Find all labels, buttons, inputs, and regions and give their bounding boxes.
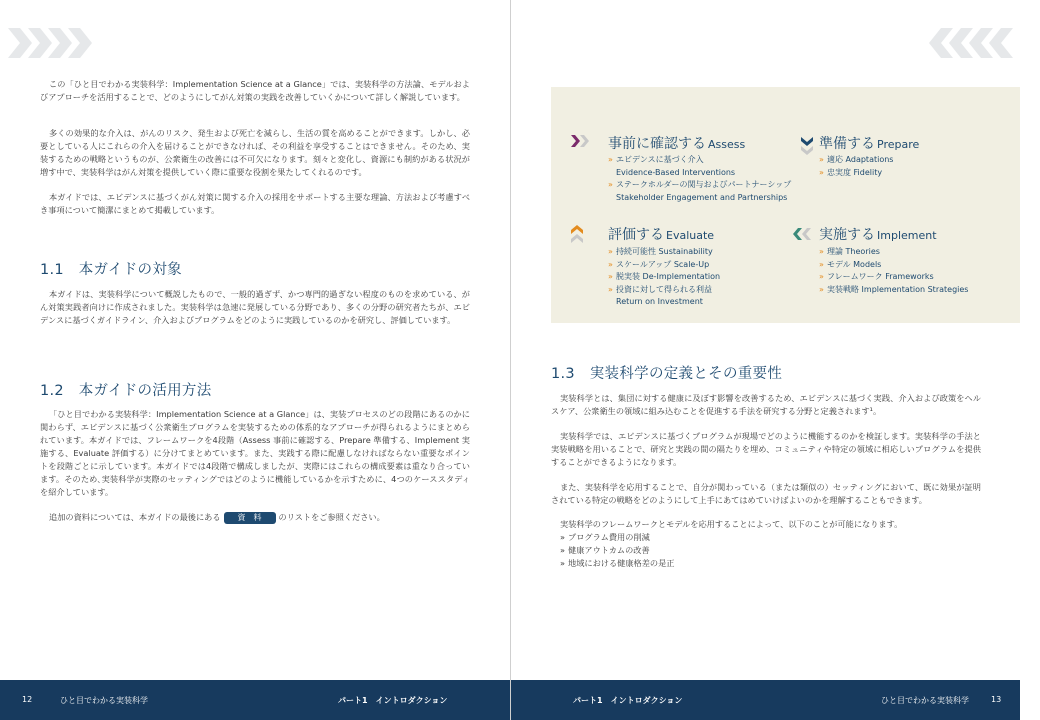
section-1-3-paragraph-3: また、実装科学を応用することで、自分が関わっている（または類似の）セッティングにおいて、既に効果が証明されている特定の戦略をどのようにして上手にあてはめていけばよいのかを理解することもできます。 — [551, 482, 981, 505]
evaluate-title-en: Evaluate — [666, 229, 715, 242]
resources-note-after: のリストをご参照ください。 — [278, 512, 385, 522]
assess-item: Evidence-Based Interventions — [616, 167, 736, 177]
evaluate-arrow-icon — [571, 225, 583, 249]
assess-title — [608, 133, 745, 153]
prepare-item: » 忠実度 Fidelity — [819, 167, 893, 180]
section-1-3-paragraph-4: 実装科学のフレームワークとモデルを応用することによって、以下のことが可能になります。 — [560, 519, 903, 529]
section-1-3-paragraph-2: 実装科学では、エビデンスに基づくプログラムが現場でどのように機能するのかを検証します。実装科学の手法と実装戦略を用いることで、研究と実践の間の隔たりを埋め、コミュニティや特定の領域に相応しいプログラムを提供することができるようになります。 — [551, 431, 981, 467]
framework-box — [551, 87, 1021, 323]
benefits-list — [560, 531, 674, 570]
left-page — [0, 0, 510, 720]
benefit-item: » プログラム費用の削減 — [560, 531, 674, 544]
right-page-number: 13 — [991, 695, 1002, 704]
assess-items — [608, 154, 791, 204]
intro-paragraph-1: この「ひと目でわかる実装科学：Implementation Science at a Glance」では、実装科学の方法論、モデルおよびアプローチを活用することで、どのようにしてがん対策の実践を改善していくかについて詳しく解説しています。 — [40, 79, 470, 102]
prepare-title-ja: 準備する — [819, 136, 875, 152]
implement-title-ja: 実施する — [819, 227, 875, 243]
section-heading-1-2: 1.2 本ガイドの活用方法 — [40, 383, 212, 399]
assess-item: Stakeholder Engagement and Partnerships — [616, 192, 788, 202]
implement-item: » モデル Models — [819, 259, 968, 272]
implement-title — [819, 224, 937, 244]
implement-arrow-icon — [789, 228, 811, 240]
left-footer — [0, 680, 510, 720]
implement-item: » 実装戦略 Implementation Strategies — [819, 284, 968, 297]
evaluate-title — [608, 224, 714, 244]
chevron-decoration-icon — [8, 28, 92, 58]
implement-items — [819, 246, 968, 296]
implement-item: » フレームワーク Frameworks — [819, 271, 968, 284]
evaluate-item: » スケールアップ Scale-Up — [608, 259, 720, 272]
evaluate-item: » 持続可能性 Sustainability — [608, 246, 720, 259]
evaluate-items — [608, 246, 720, 309]
prepare-item: » 適応 Adaptations — [819, 154, 893, 167]
resources-note — [40, 511, 479, 524]
resources-badge[interactable]: 資 料 — [224, 512, 276, 524]
prepare-title-en: Prepare — [877, 138, 920, 151]
section-heading-1-3: 1.3 実装科学の定義とその重要性 — [551, 366, 783, 382]
evaluate-title-ja: 評価する — [608, 227, 664, 243]
evaluate-item: » 投資に対して得られる利益 — [608, 284, 720, 297]
resources-note-before: 追加の資料については、本ガイドの最後にある — [49, 512, 221, 522]
chevron-decoration-icon — [929, 28, 1013, 58]
right-footer — [511, 680, 1021, 720]
section-1-2-body: 「ひと目でわかる実装科学：Implementation Science at a Glance」は、実装プロセスのどの段階にあるのかに関わらず、エビデンスに基づく公衆衛生プログラムを実装するための体系的なアプローチが得られるようにまとめられています。本ガイドでは、フレームワークを4段階（Assess 事前に確認する、Prepare 準備する、Implement 実施する、Evaluate 評価する）に分けてまとめています。また、実践する際に配慮しなければならない重要なポイントを段階ごとに示しています。本ガイドでは4段階で構成しましたが、実際にはこれらの構成要素は重なり合っています。そのため､実装科学が実際のセッティングではどのように機能しているかを示すために、4つのケーススタディを紹介しています。 — [40, 409, 470, 497]
evaluate-item: Return on Investment — [616, 297, 703, 306]
assess-item: » ステークホルダーの関与およびパートナーシップ — [608, 179, 791, 192]
assess-arrow-icon — [571, 135, 593, 147]
implement-item: » 理論 Theories — [819, 246, 968, 259]
implement-title-en: Implement — [877, 229, 937, 242]
left-book-title: ひと目でわかる実装科学 — [60, 696, 148, 705]
prepare-arrow-icon — [801, 137, 813, 161]
benefit-item: » 健康アウトカムの改善 — [560, 544, 674, 557]
prepare-title — [819, 133, 919, 153]
evaluate-item: » 脱実装 De-Implementation — [608, 271, 720, 284]
page-edge — [1020, 0, 1040, 720]
section-1-3-paragraph-1: 実装科学とは、集団に対する健康に及ぼす影響を改善するため、エビデンスに基づく実践、介入および政策をヘルスケア、公衆衛生の領域に組み込むことを促進する手法を研究する分野と定義されます¹。 — [551, 393, 981, 416]
left-part-label: パート1 イントロダクション — [338, 696, 448, 705]
section-heading-1-1: 1.1 本ガイドの対象 — [40, 262, 182, 278]
intro-paragraph-2: 多くの効果的な介入は、がんのリスク、発生および死亡を減らし、生活の質を高めることができます。しかし、必要としている人にこれらの介入を届けることができなければ、その利益を享受することはできません。そのため、実装するための戦略というものが、公衆衛生の改善には不可欠になります。刻々と変化し、資源にも制約がある状況が増す中で、実装科学はがん対策を提供していく際に重要な役割を果たしてくれるのです。 — [40, 128, 470, 177]
assess-item: » エビデンスに基づく介入 — [608, 154, 791, 167]
left-page-number: 12 — [22, 695, 33, 704]
intro-paragraph-3: 本ガイドでは、エビデンスに基づくがん対策に関する介入の採用をサポートする主要な理論、方法および考慮すべき事項について簡潔にまとめて掲載しています。 — [40, 192, 470, 215]
prepare-items — [819, 154, 893, 179]
right-page — [510, 0, 1021, 720]
right-part-label: パート1 イントロダクション — [573, 696, 683, 705]
right-book-title: ひと目でわかる実装科学 — [881, 696, 969, 705]
section-1-1-body: 本ガイドは、実装科学について概説したもので、一般的過ぎず、かつ専門的過ぎない程度のものを求めている、がん対策実践者向けに作成されました。実装科学は急速に発展している分野であり、多くの分野の研究者たちが、エビデンスに基づくガイドライン、介入およびプログラムをどのように実践しているのかを研究し、評価しています。 — [40, 289, 470, 325]
benefit-item: » 地域における健康格差の是正 — [560, 557, 674, 570]
assess-title-en: Assess — [708, 138, 746, 151]
assess-title-ja: 事前に確認する — [608, 136, 706, 152]
